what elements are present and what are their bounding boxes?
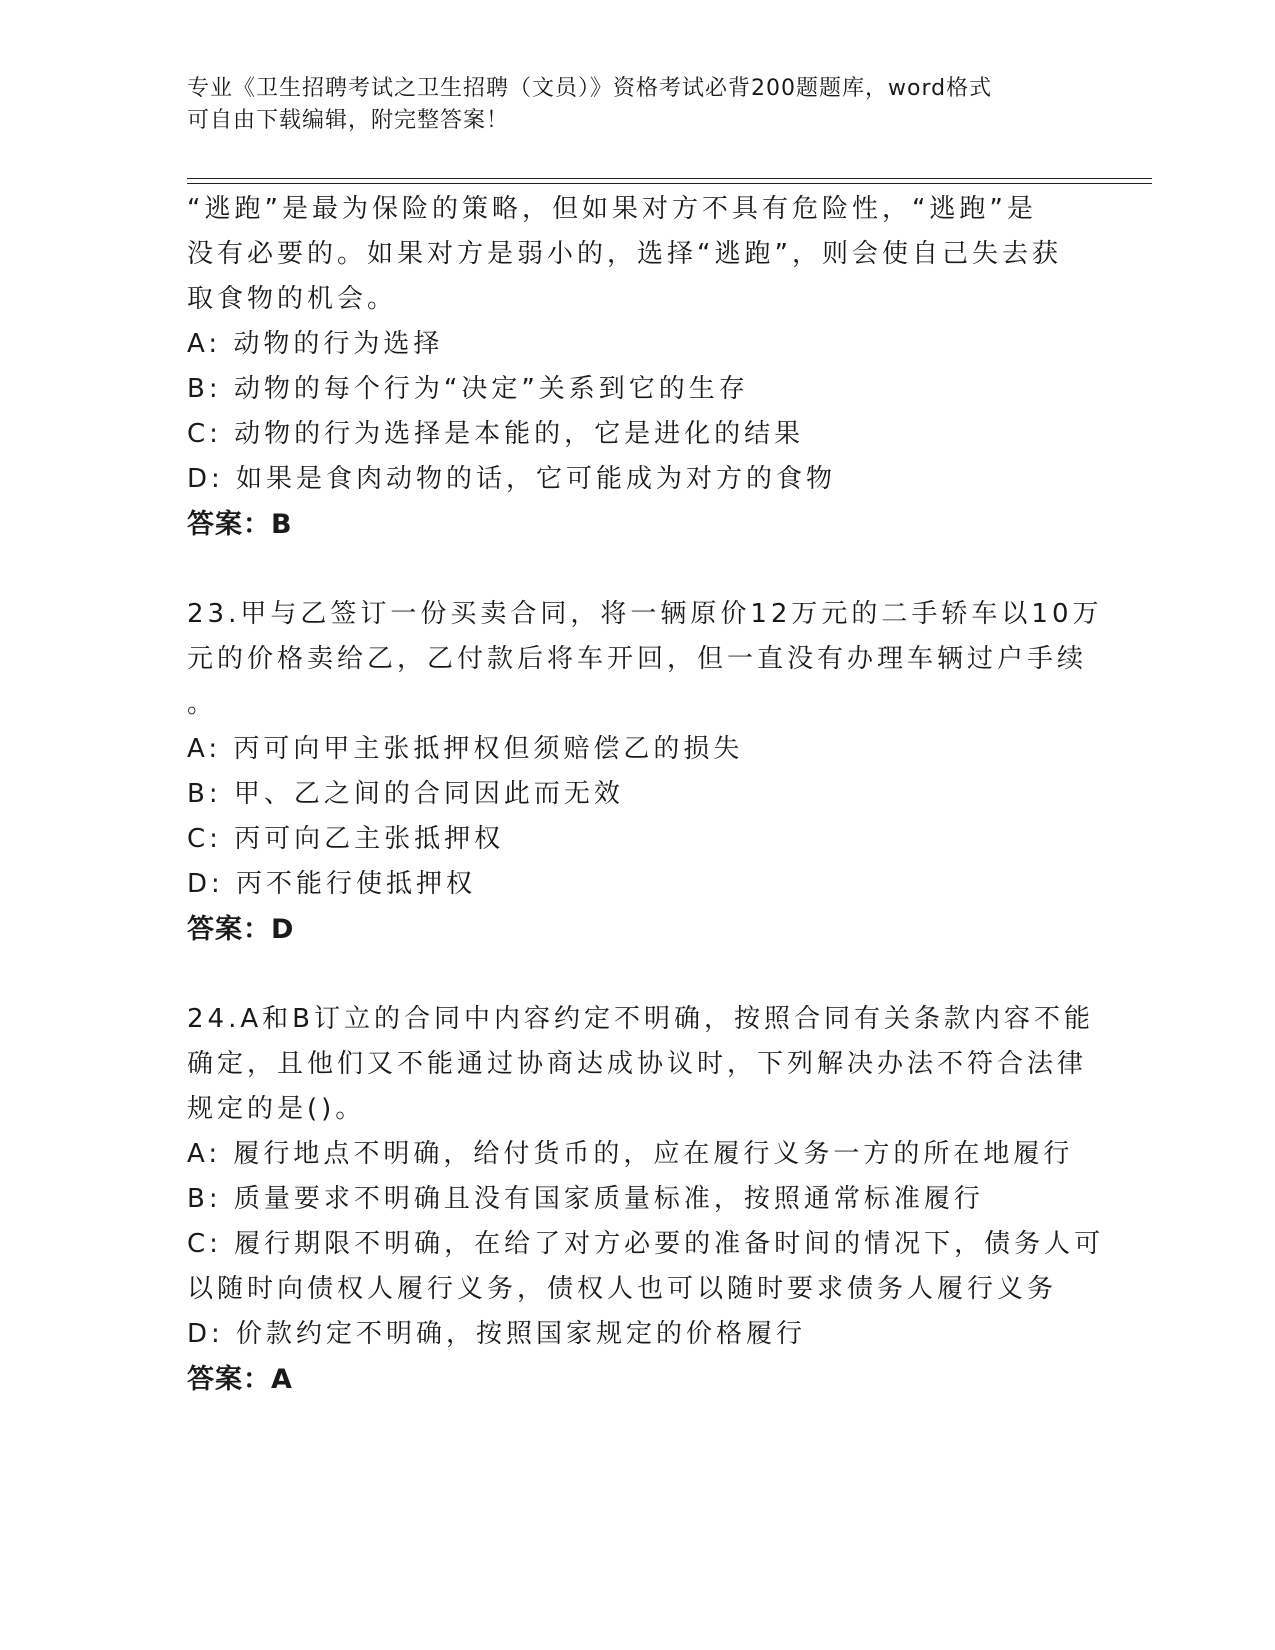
option-c: C: 动物的行为选择是本能的，它是进化的结果 (187, 419, 805, 449)
option-b: B: 甲、乙之间的合同因此而无效 (187, 779, 624, 809)
question-23 (187, 592, 1103, 952)
question-stem-line: 23.甲与乙签订一份买卖合同，将一辆原价12万元的二手轿车以10万 (187, 599, 1103, 629)
question-22 (187, 187, 1087, 547)
option-c-continued: 以随时向债权人履行义务，债权人也可以随时要求债务人履行义务 (187, 1274, 1058, 1304)
answer-label: 答案：A (187, 1364, 293, 1395)
spacer (187, 547, 1087, 592)
option-d: D: 丙不能行使抵押权 (187, 869, 477, 899)
option-a: A: 丙可向甲主张抵押权但须赔偿乙的损失 (187, 734, 744, 764)
answer-label: 答案：B (187, 509, 293, 540)
question-stem-line: 元的价格卖给乙，乙付款后将车开回，但一直没有办理车辆过户手续 (187, 644, 1088, 674)
question-content (187, 187, 1105, 1402)
question-stem-line: 规定的是()。 (187, 1094, 366, 1124)
option-b: B: 质量要求不明确且没有国家质量标准，按照通常标准履行 (187, 1184, 984, 1214)
option-b: B: 动物的每个行为“决定”关系到它的生存 (187, 374, 749, 404)
question-stem-line: 。 (187, 689, 218, 719)
option-d: D: 如果是食肉动物的话，它可能成为对方的食物 (187, 464, 837, 494)
header-divider-top (187, 178, 1152, 179)
option-c: C: 履行期限不明确，在给了对方必要的准备时间的情况下，债务人可 (187, 1229, 1105, 1259)
header-title-line-2: 可自由下载编辑，附完整答案！ (187, 108, 510, 133)
question-stem-line: 取食物的机会。 (187, 284, 398, 314)
question-stem-line: 24.A和B订立的合同中内容约定不明确，按照合同有关条款内容不能 (187, 1004, 1094, 1034)
header-title-line-1: 专业《卫生招聘考试之卫生招聘（文员）》资格考试必背200题题库，word格式 (187, 76, 993, 101)
option-c: C: 丙可向乙主张抵押权 (187, 824, 505, 854)
option-d: D: 价款约定不明确，按照国家规定的价格履行 (187, 1319, 807, 1349)
option-a: A: 履行地点不明确，给付货币的，应在履行义务一方的所在地履行 (187, 1139, 1074, 1169)
header-divider-bottom (187, 183, 1152, 184)
question-stem-line: 没有必要的。如果对方是弱小的，选择“逃跑”，则会使自己失去获 (187, 239, 1062, 269)
document-header (187, 73, 1067, 137)
question-24 (187, 997, 1105, 1402)
option-a: A: 动物的行为选择 (187, 329, 444, 359)
answer-label: 答案：D (187, 914, 295, 945)
question-stem-line: 确定，且他们又不能通过协商达成协议时，下列解决办法不符合法律 (187, 1049, 1088, 1079)
question-stem-line: “逃跑”是最为保险的策略，但如果对方不具有危险性，“逃跑”是 (187, 194, 1037, 224)
spacer (187, 952, 1087, 997)
